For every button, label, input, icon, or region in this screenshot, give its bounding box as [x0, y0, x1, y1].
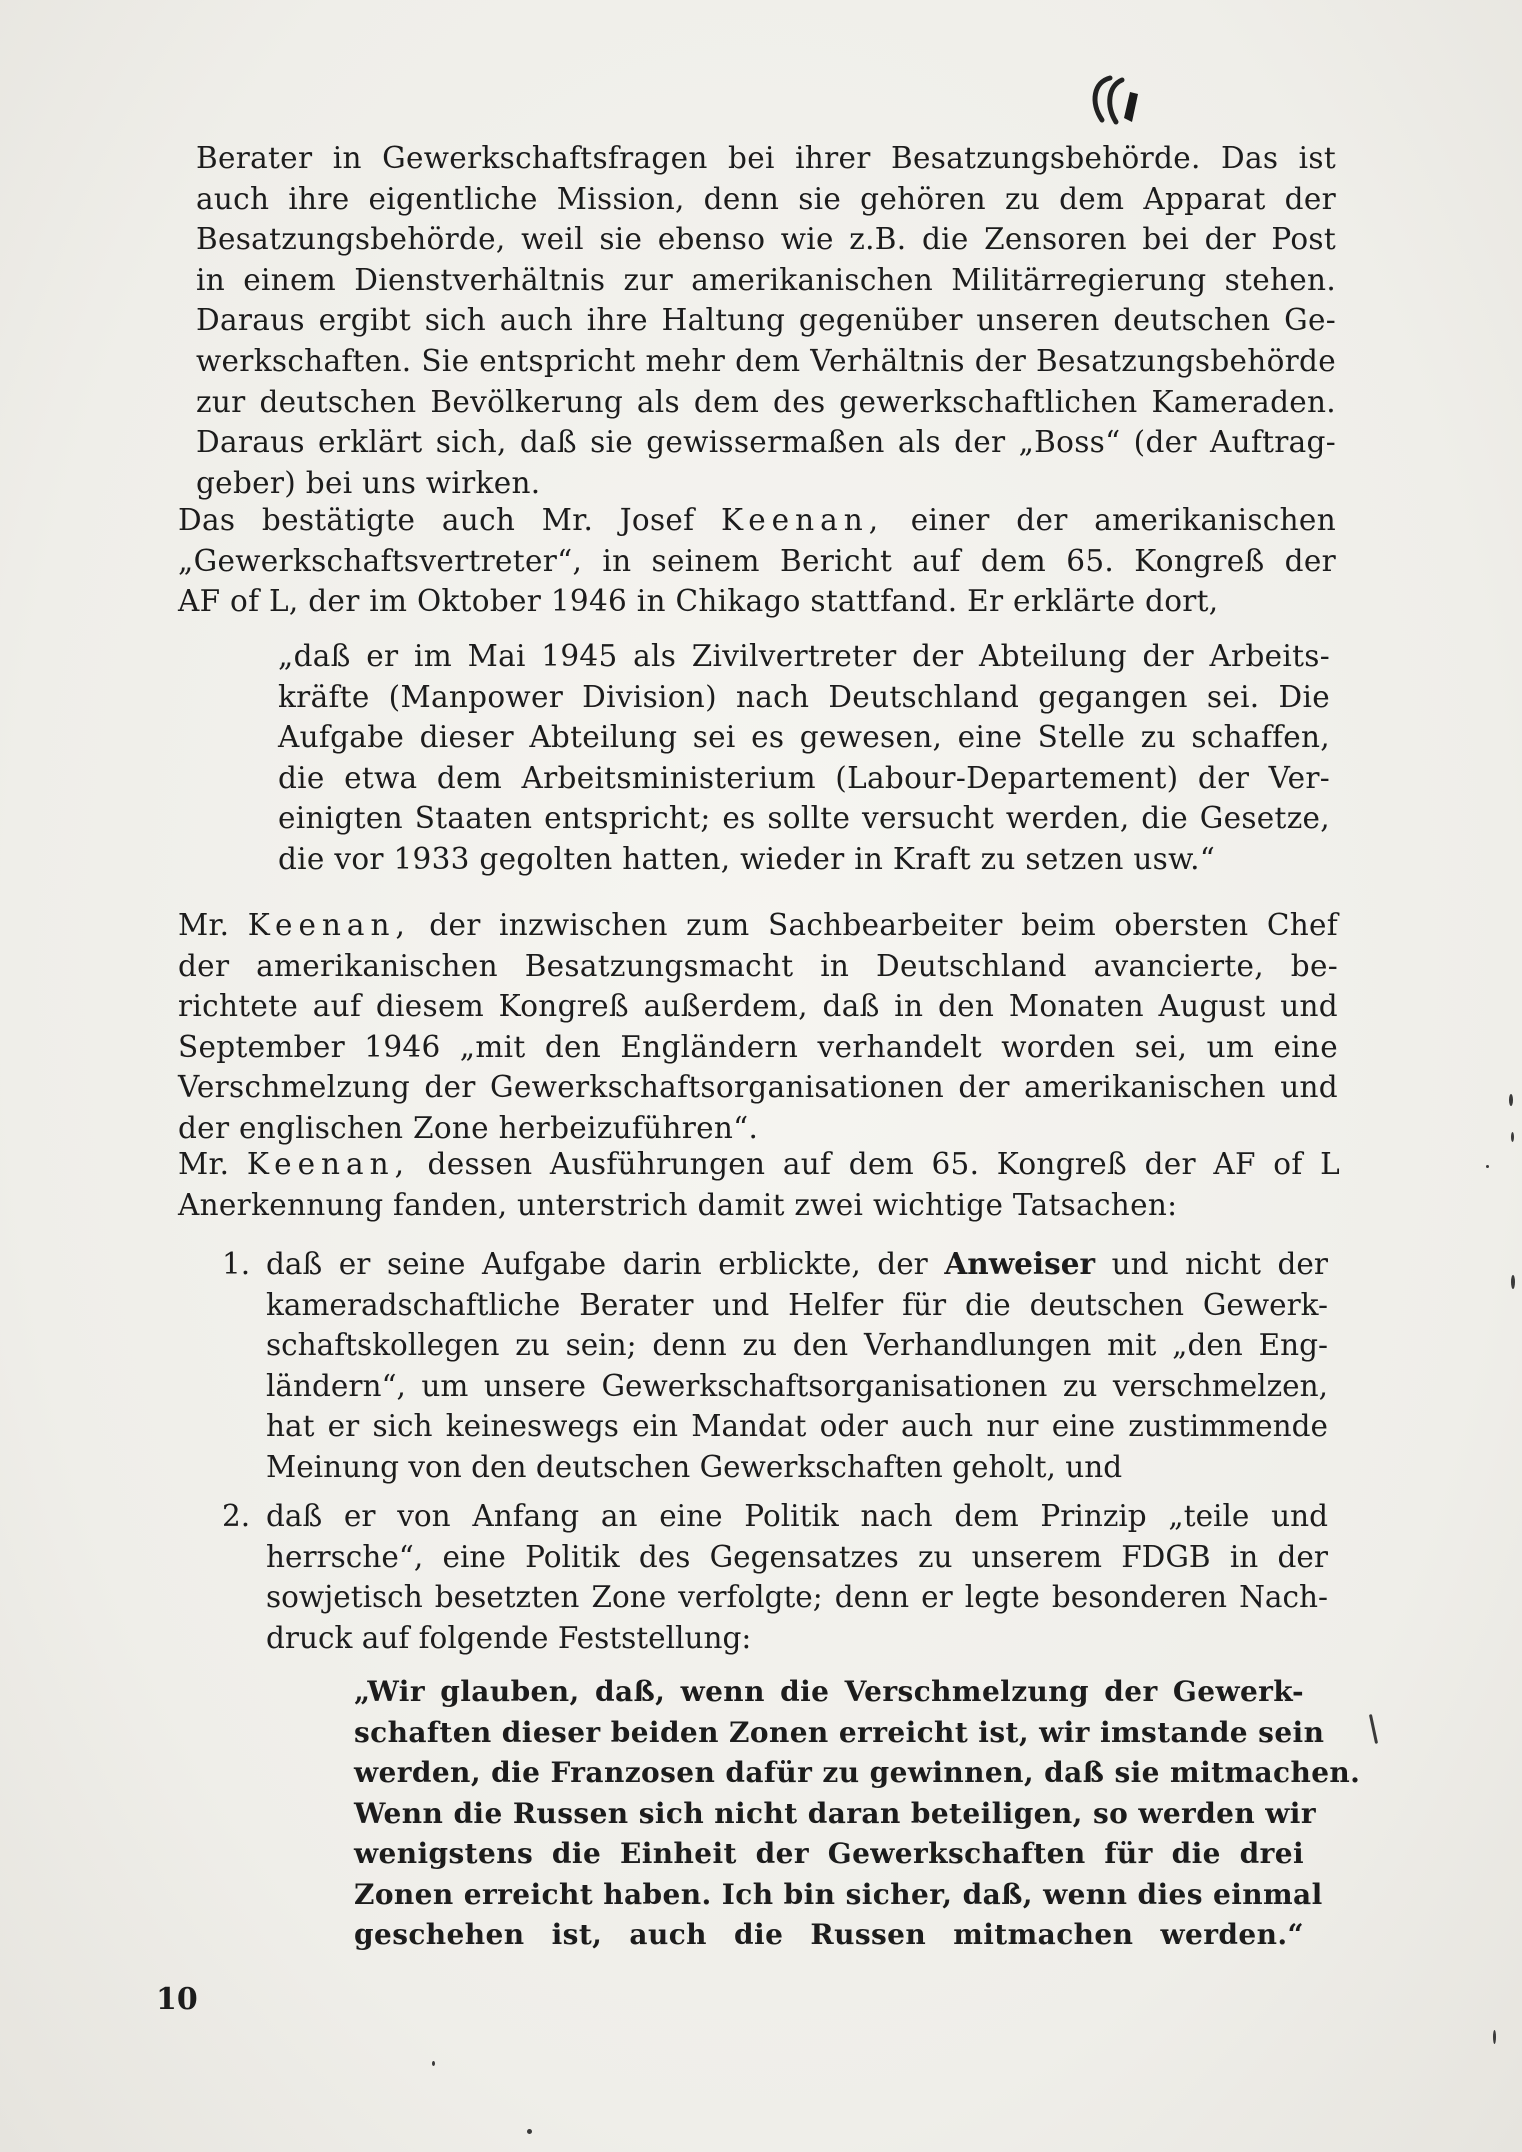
text-line: Daraus ergibt sich auch ihre Haltung gegenüber unseren deutschen Ge-: [196, 303, 1336, 338]
text-segment: einer der amerikanischen: [910, 503, 1336, 537]
text-line: werden, die Franzosen dafür zu gewinnen, daß sie mitmachen.: [354, 1756, 1361, 1789]
scan-speck: [1511, 1132, 1514, 1142]
text-line: geber) bei uns wirken.: [196, 465, 541, 500]
text-line: die vor 1933 gegolten hatten, wieder in Kraft zu setzen usw.“: [278, 841, 1216, 876]
text-line: kräfte (Manpower Division) nach Deutschland gegangen sei. Die: [278, 679, 1330, 714]
text-line: auch ihre eigentliche Mission, denn sie gehören zu dem Apparat der: [196, 181, 1336, 216]
paragraph-berater: [196, 138, 1336, 503]
text-segment: dessen Ausführungen auf dem 65. Kongreß der AF of L: [427, 1147, 1340, 1181]
quote-manpower-division: [278, 636, 1330, 880]
text-line: sowjetisch besetzten Zone verfolgte; denn er legte besonderen Nach-: [266, 1580, 1328, 1615]
text-line: „Wir glauben, daß, wenn die Verschmelzung der Gewerk-: [354, 1675, 1304, 1708]
text-segment: daß er seine Aufgabe darin erblickte, der: [266, 1247, 928, 1281]
scan-speck: [1511, 1275, 1515, 1289]
quote-bold-russen: [354, 1672, 1361, 1956]
text-line: Meinung von den deutschen Gewerkschaften geholt, und: [266, 1449, 1123, 1484]
text-segment: Mr.: [178, 1147, 230, 1181]
text-line: Aufgabe dieser Abteilung sei es gewesen, eine Stelle zu schaffen,: [278, 720, 1330, 755]
text-line: in einem Dienstverhältnis zur amerikanischen Militärregierung stehen.: [196, 262, 1336, 297]
text-segment: und nicht der: [1111, 1247, 1328, 1281]
text-segment: Mr.: [178, 908, 230, 942]
text-line: „daß er im Mai 1945 als Zivilvertreter der Abteilung der Arbeits-: [278, 639, 1330, 673]
spaced-name: Keenan,: [246, 1147, 411, 1181]
text-line: Daraus erklärt sich, daß sie gewissermaßen als der „Boss“ (der Auftrag-: [196, 425, 1336, 460]
text-line: die etwa dem Arbeitsministerium (Labour-Departement) der Ver-: [278, 760, 1330, 795]
text-line: kameradschaftliche Berater und Helfer für die deutschen Gewerk-: [266, 1287, 1328, 1322]
paragraph-sachbearbeiter: [178, 905, 1338, 1149]
text-line: [178, 500, 1336, 541]
spaced-name: Keenan,: [247, 908, 411, 942]
text-line: Berater in Gewerkschaftsfragen bei ihrer Besatzungsbehörde. Das ist: [196, 141, 1336, 175]
text-line: Besatzungsbehörde, weil sie ebenso wie z.B. die Zensoren bei der Post: [196, 222, 1336, 257]
text-line: druck auf folgende Feststellung:: [266, 1620, 752, 1655]
text-line: hat er sich keineswegs ein Mandat oder auch nur eine zustimmende: [266, 1409, 1328, 1444]
spaced-name: Keenan,: [720, 503, 885, 537]
text-segment: Das bestätigte auch Mr. Josef: [178, 503, 695, 537]
scan-speck: [432, 2061, 435, 2066]
text-line: richtete auf diesem Kongreß außerdem, daß in den Monaten August und: [178, 989, 1338, 1024]
text-line: „Gewerkschaftsvertreter“, in seinem Bericht auf dem 65. Kongreß der: [178, 543, 1336, 578]
text-line: AF of L, der im Oktober 1946 in Chikago stattfand. Er erklärte dort,: [178, 584, 1219, 619]
scan-speck: [1509, 1094, 1513, 1106]
text-line: September 1946 „mit den Engländern verhandelt worden sei, um eine: [178, 1029, 1338, 1064]
text-line: [178, 905, 1338, 946]
text-line: geschehen ist, auch die Russen mitmachen werden.“: [354, 1918, 1304, 1951]
scan-speck: [1493, 2030, 1496, 2044]
text-line: Verschmelzung der Gewerkschaftsorganisationen der amerikanischen und: [178, 1070, 1338, 1105]
scan-speck: [1369, 1714, 1378, 1744]
text-line: einigten Staaten entspricht; es sollte versucht werden, die Gesetze,: [278, 801, 1330, 836]
stamp-mark-icon: [1080, 72, 1150, 132]
text-line: zur deutschen Bevölkerung als dem des gewerkschaftlichen Kameraden.: [196, 384, 1336, 419]
list-item-body: [266, 1496, 1328, 1658]
text-line: werkschaften. Sie entspricht mehr dem Verhältnis der Besatzungsbehörde: [196, 343, 1336, 378]
text-segment: der inzwischen zum Sachbearbeiter beim obersten Chef: [429, 908, 1338, 942]
scan-speck: [527, 2129, 532, 2134]
page-number: 10: [156, 1982, 198, 2017]
text-line: Wenn die Russen sich nicht daran beteiligen, so werden wir: [354, 1796, 1316, 1830]
list-item-body: [266, 1244, 1328, 1488]
text-line: der amerikanischen Besatzungsmacht in Deutschland avancierte, be-: [178, 948, 1338, 983]
text-line: schaftskollegen zu sein; denn zu den Verhandlungen mit „den Eng-: [266, 1328, 1328, 1363]
text-line: ländern“, um unsere Gewerkschaftsorganisationen zu verschmelzen,: [266, 1368, 1328, 1403]
scan-speck: [1486, 1165, 1489, 1168]
text-line: herrsche“, eine Politik des Gegensatzes zu unserem FDGB in der: [266, 1539, 1328, 1574]
text-line: Zonen erreicht haben. Ich bin sicher, daß, wenn dies einmal: [354, 1877, 1323, 1911]
bold-term: Anweiser: [944, 1246, 1096, 1281]
text-line: [178, 1144, 1340, 1185]
paragraph-bestaetigte: [178, 500, 1336, 622]
text-line: der englischen Zone herbeizuführen“.: [178, 1110, 759, 1145]
text-line: [266, 1244, 1328, 1285]
text-line: schaften dieser beiden Zonen erreicht ist, wir imstande sein: [354, 1715, 1325, 1749]
text-line: wenigstens die Einheit der Gewerkschaften für die drei: [354, 1837, 1304, 1870]
text-line: Anerkennung fanden, unterstrich damit zwei wichtige Tatsachen:: [178, 1187, 1178, 1222]
paragraph-ausfuehrungen: [178, 1144, 1340, 1225]
list-number: 2.: [222, 1499, 251, 1533]
text-line: daß er von Anfang an eine Politik nach dem Prinzip „teile und: [266, 1499, 1328, 1533]
list-number: 1.: [222, 1247, 251, 1281]
